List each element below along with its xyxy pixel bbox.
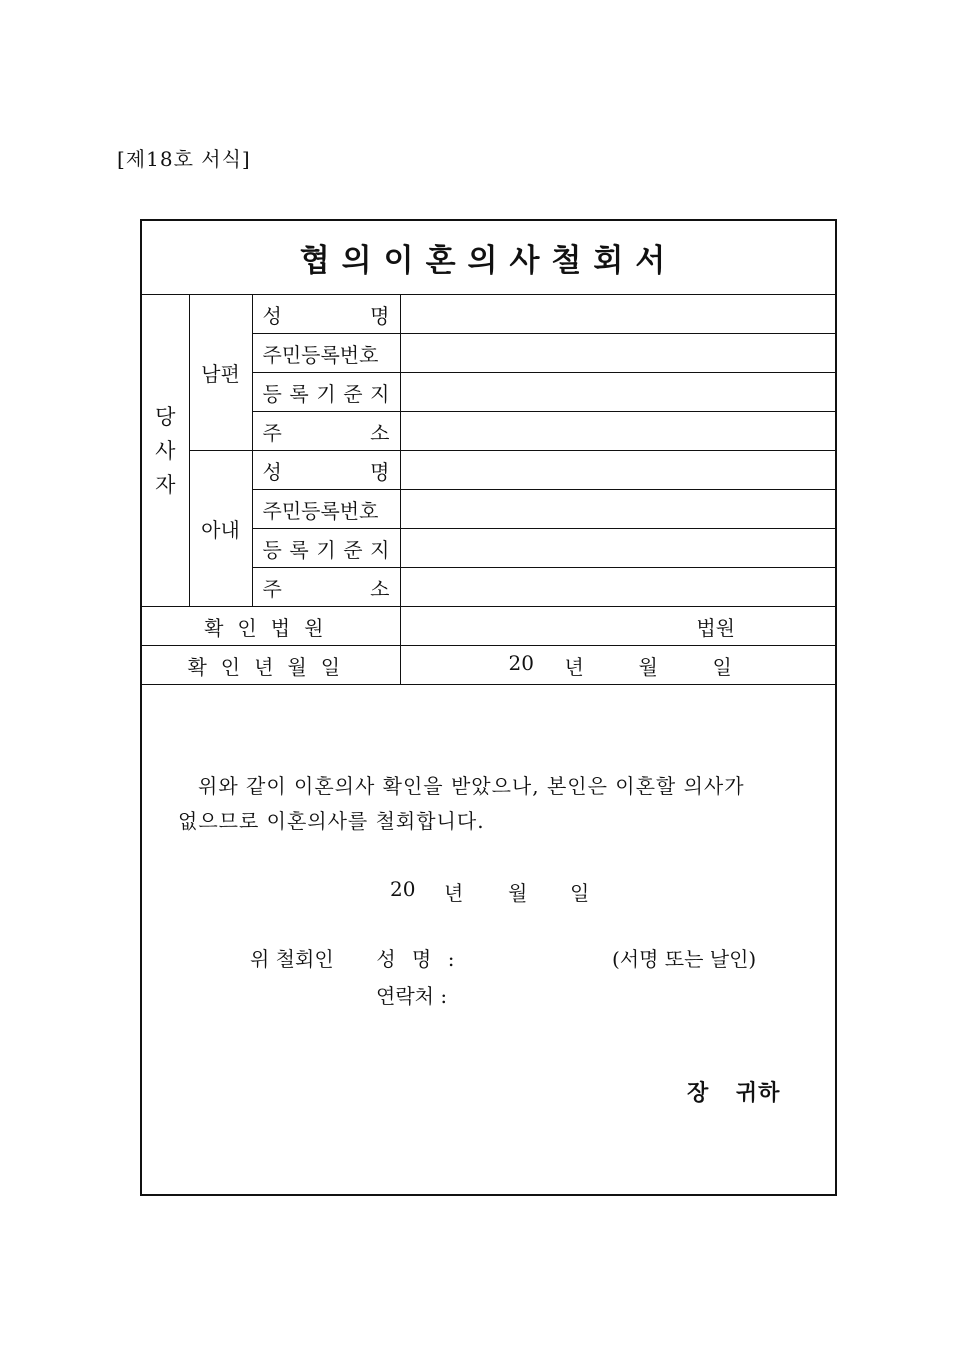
day-unit: 일 [712, 654, 732, 679]
field-label-char: 록 [289, 537, 309, 562]
field-label-text [263, 300, 390, 329]
party-table [142, 295, 835, 685]
wife-role: 아내 [189, 451, 252, 607]
field-label-text [263, 534, 390, 563]
year-unit: 년 [564, 654, 584, 679]
statement-line-2: 없으므로 이혼의사를 철회합니다. [178, 809, 485, 833]
signature-date [390, 877, 589, 906]
sign-or-seal-note: (서명 또는 날인) [612, 947, 757, 971]
party-label-cell [142, 295, 189, 607]
court-suffix: 법원 [696, 615, 735, 640]
year-prefix: 20 [508, 650, 534, 675]
form-number-label: [제18호 서식] [117, 147, 251, 171]
field-label-address [252, 568, 400, 607]
field-label-text: 주민등록번호 [262, 342, 379, 367]
day-unit: 일 [570, 881, 590, 905]
field-label-char: 기 [316, 537, 336, 562]
field-label-char: 준 [343, 381, 363, 406]
husband-address-field[interactable] [400, 412, 835, 451]
husband-name-field[interactable] [400, 295, 835, 334]
wife-name-field[interactable] [400, 451, 835, 490]
form-frame [140, 219, 837, 1196]
field-label-text [263, 378, 390, 407]
recipient: 장 귀하 [687, 1080, 781, 1106]
field-label-registry [252, 529, 400, 568]
field-label-char: 소 [370, 576, 390, 601]
wife-rrn-field[interactable] [400, 490, 835, 529]
field-label-text [263, 573, 390, 602]
confirm-court-field[interactable] [400, 607, 835, 646]
field-label-rrn [252, 334, 400, 373]
signer-name-label: 성 명 : [376, 947, 455, 971]
field-label-text [263, 456, 390, 485]
field-label-char: 주 [262, 420, 282, 445]
husband-role: 남편 [189, 295, 252, 451]
field-label-text: 주민등록번호 [262, 498, 379, 523]
field-label-char: 소 [370, 420, 390, 445]
field-label-char: 지 [370, 537, 390, 562]
field-label-char: 명 [370, 459, 390, 484]
month-unit: 월 [508, 881, 528, 905]
field-label-char: 성 [262, 459, 282, 484]
field-label-char: 등 [262, 537, 282, 562]
contact-label: 연락처 : [376, 984, 448, 1008]
field-label-char: 성 [262, 303, 282, 328]
field-label-address [252, 412, 400, 451]
field-label-name [252, 295, 400, 334]
wife-registry-field[interactable] [400, 529, 835, 568]
party-label: 당사자 [155, 404, 176, 497]
month-unit: 월 [638, 654, 658, 679]
field-label-char: 등 [262, 381, 282, 406]
year-prefix: 20 [390, 877, 416, 901]
field-label-char: 록 [289, 381, 309, 406]
field-label-text [263, 417, 390, 446]
field-label-rrn [252, 490, 400, 529]
wife-address-field[interactable] [400, 568, 835, 607]
field-label-registry [252, 373, 400, 412]
field-label-char: 주 [262, 576, 282, 601]
confirm-court-label: 확인법원 [142, 607, 400, 646]
field-label-char: 명 [370, 303, 390, 328]
field-label-name [252, 451, 400, 490]
statement [178, 769, 818, 839]
signer-label: 위 철회인 [250, 947, 334, 971]
year-unit: 년 [444, 881, 464, 905]
statement-line-1: 위와 같이 이혼의사 확인을 받았으나, 본인은 이혼할 의사가 [198, 774, 745, 798]
husband-registry-field[interactable] [400, 373, 835, 412]
field-label-char: 지 [370, 381, 390, 406]
field-label-char: 기 [316, 381, 336, 406]
signer-line [250, 943, 454, 972]
husband-rrn-field[interactable] [400, 334, 835, 373]
confirm-date-field[interactable] [400, 646, 835, 685]
confirm-date-label: 확인년월일 [142, 646, 400, 685]
field-label-char: 준 [343, 537, 363, 562]
form-title: 협의이혼의사철회서 [142, 221, 835, 295]
